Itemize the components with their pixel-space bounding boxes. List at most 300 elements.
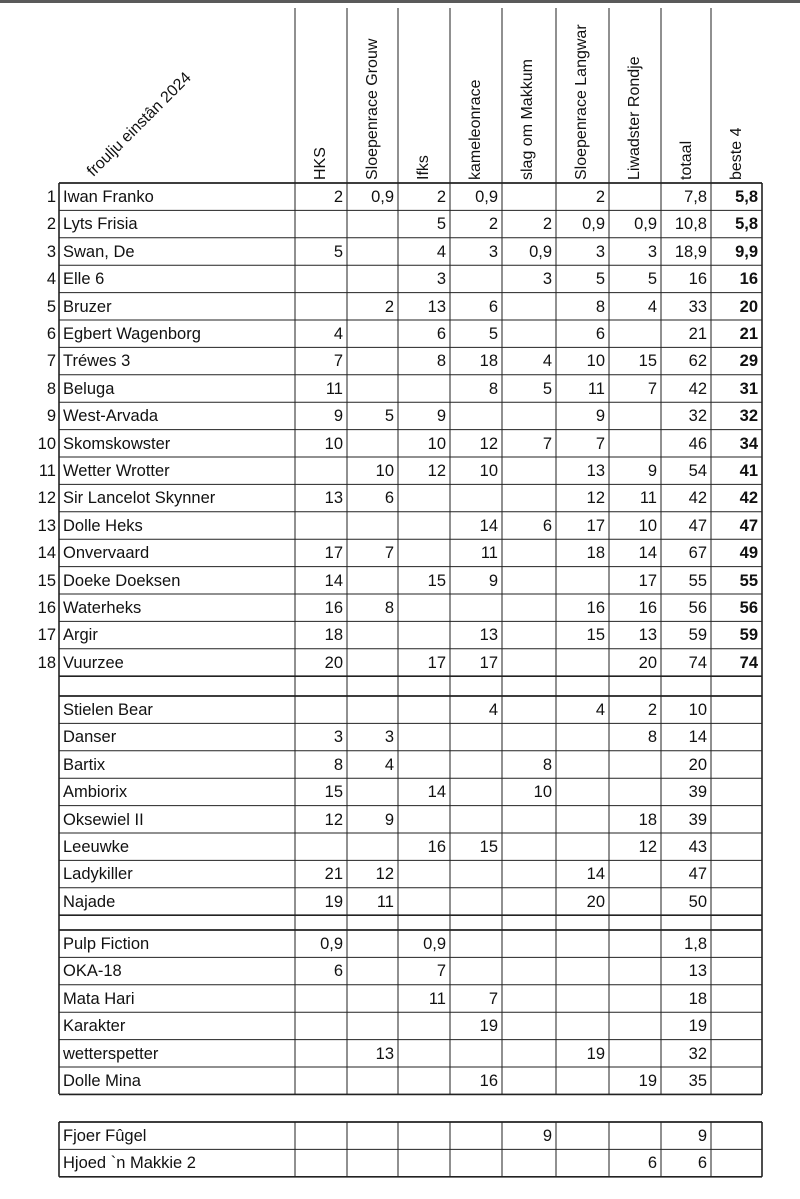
total-score: 14	[688, 728, 707, 747]
race-score: 19	[324, 892, 343, 911]
race-score	[609, 1040, 661, 1067]
race-score: 7	[384, 544, 394, 563]
race-score: 7	[647, 379, 657, 398]
total-score: 62	[688, 352, 707, 371]
race-score: 12	[586, 489, 605, 508]
race-score	[609, 930, 661, 957]
best-4-score: 42	[739, 489, 758, 508]
race-score	[347, 567, 398, 594]
boat-name: Stielen Bear	[63, 701, 153, 719]
boat-name: Oksewiel II	[63, 810, 144, 829]
race-score	[711, 723, 762, 750]
race-score: 19	[638, 1072, 657, 1090]
race-score	[347, 1149, 398, 1176]
race-score	[711, 1067, 762, 1094]
race-score	[502, 539, 556, 566]
boat-name: Bruzer	[63, 297, 112, 316]
race-score	[502, 621, 556, 648]
rank-number: 15	[37, 571, 56, 590]
rank-number: 11	[38, 462, 56, 480]
total-score: 42	[688, 489, 707, 508]
race-score	[295, 1122, 347, 1149]
total-score: 56	[688, 599, 707, 617]
race-score	[295, 1067, 347, 1094]
race-score	[295, 265, 347, 292]
race-score: 12	[324, 810, 343, 829]
race-score: 10	[533, 783, 552, 802]
race-score: 6	[384, 489, 394, 508]
race-score	[450, 1122, 502, 1149]
boat-name: Iwan Franko	[63, 188, 154, 206]
total-score: 35	[688, 1072, 707, 1090]
race-score	[347, 621, 398, 648]
race-score: 4	[333, 325, 343, 343]
race-score	[295, 1040, 347, 1067]
column-header: Sloepenrace Grouw	[364, 38, 381, 180]
race-score	[450, 402, 502, 429]
race-score: 2	[595, 188, 605, 206]
total-score: 50	[688, 892, 707, 911]
race-score	[347, 320, 398, 347]
total-score: 39	[688, 810, 707, 829]
race-score: 5	[384, 407, 394, 426]
race-score: 13	[375, 1044, 394, 1063]
race-score	[450, 930, 502, 957]
total-score: 13	[688, 962, 707, 981]
total-score: 10,8	[674, 215, 707, 234]
best-4-score: 9,9	[735, 242, 758, 261]
race-score	[347, 430, 398, 457]
race-score: 13	[586, 462, 605, 480]
race-score	[502, 723, 556, 750]
race-score	[398, 1122, 450, 1149]
race-score: 14	[427, 783, 446, 802]
race-score	[609, 860, 661, 887]
race-score	[502, 1012, 556, 1039]
boat-name: Dolle Mina	[63, 1072, 141, 1090]
race-score: 0,9	[529, 242, 552, 261]
race-score	[502, 320, 556, 347]
best-4-score: 5,8	[735, 215, 758, 234]
race-score: 12	[375, 865, 394, 884]
race-score	[711, 1012, 762, 1039]
boat-name: Mata Hari	[63, 989, 135, 1008]
race-score	[556, 985, 609, 1012]
race-score	[398, 1012, 450, 1039]
race-score: 9	[333, 407, 343, 426]
race-score	[398, 723, 450, 750]
race-score	[609, 888, 661, 915]
race-score: 3	[333, 728, 343, 747]
race-score: 5	[333, 242, 343, 261]
race-score	[295, 1149, 347, 1176]
race-score	[347, 375, 398, 402]
race-score	[347, 1012, 398, 1039]
race-score	[450, 806, 502, 833]
race-score	[450, 723, 502, 750]
race-score: 7	[595, 434, 605, 453]
race-score: 12	[479, 434, 498, 453]
total-score: 32	[688, 407, 707, 426]
race-score	[556, 1012, 609, 1039]
race-score: 10	[324, 434, 343, 453]
race-score: 6	[436, 325, 446, 343]
boat-name: Vuurzee	[63, 653, 124, 672]
race-score	[398, 1149, 450, 1176]
race-score: 19	[586, 1044, 605, 1063]
boat-name: Pulp Fiction	[63, 935, 150, 953]
rank-number: 16	[37, 599, 56, 617]
race-score	[347, 210, 398, 237]
race-score	[295, 833, 347, 860]
race-score	[450, 751, 502, 778]
race-score	[450, 484, 502, 511]
race-score	[502, 696, 556, 723]
race-score	[711, 930, 762, 957]
race-score: 2	[333, 188, 343, 206]
race-score: 3	[595, 242, 605, 261]
rank-number: 9	[46, 407, 56, 426]
race-score: 5	[595, 270, 605, 289]
race-score: 4	[542, 352, 552, 371]
race-score: 3	[647, 242, 657, 261]
race-score	[502, 484, 556, 511]
rank-number: 12	[37, 489, 56, 508]
race-score: 5	[488, 325, 498, 343]
race-score	[502, 1067, 556, 1094]
race-score: 13	[427, 297, 446, 316]
race-score	[347, 696, 398, 723]
rank-number: 1	[46, 188, 56, 206]
race-score: 6	[647, 1154, 657, 1173]
race-score	[347, 512, 398, 539]
race-score	[711, 888, 762, 915]
race-score: 8	[595, 297, 605, 316]
race-score	[502, 183, 556, 210]
race-score: 0,9	[320, 935, 343, 953]
race-score	[450, 1040, 502, 1067]
race-score: 14	[479, 516, 498, 535]
boat-name: Argir	[63, 626, 98, 645]
race-score: 8	[542, 755, 552, 774]
race-score: 11	[376, 892, 394, 911]
race-score: 5	[436, 215, 446, 234]
race-score: 4	[595, 701, 605, 719]
race-score	[556, 567, 609, 594]
race-score: 6	[488, 297, 498, 316]
race-score: 16	[324, 599, 343, 617]
race-score: 12	[638, 838, 657, 856]
race-score	[502, 957, 556, 984]
race-score	[347, 778, 398, 805]
boat-name: OKA-18	[63, 962, 122, 981]
total-score: 47	[688, 865, 707, 884]
race-score	[711, 751, 762, 778]
race-score	[398, 1040, 450, 1067]
race-score	[556, 806, 609, 833]
race-score	[295, 293, 347, 320]
race-score: 9	[595, 407, 605, 426]
total-score: 10	[688, 701, 707, 719]
race-score	[502, 567, 556, 594]
race-score: 14	[324, 571, 343, 590]
race-score	[556, 1149, 609, 1176]
race-score: 11	[480, 544, 498, 563]
race-score	[450, 860, 502, 887]
race-score	[347, 265, 398, 292]
rank-number: 18	[37, 653, 56, 672]
rank-number: 10	[37, 434, 56, 453]
race-score: 0,9	[475, 188, 498, 206]
race-score: 9	[384, 810, 394, 829]
race-score	[398, 539, 450, 566]
race-score	[502, 1040, 556, 1067]
race-score	[711, 1040, 762, 1067]
race-score	[711, 1122, 762, 1149]
race-score	[450, 778, 502, 805]
total-score: 16	[688, 270, 707, 289]
total-score: 43	[688, 838, 707, 856]
rank-number: 4	[46, 270, 56, 289]
race-score: 15	[586, 626, 605, 645]
rank-number: 13	[37, 516, 56, 535]
race-score: 18	[479, 352, 498, 371]
race-score	[398, 806, 450, 833]
race-score	[502, 457, 556, 484]
race-score: 4	[384, 755, 394, 774]
race-score: 10	[375, 462, 394, 480]
table-title: froulju einstân 2024	[84, 69, 195, 181]
boat-name: Doeke Doeksen	[63, 571, 181, 590]
best-4-score: 74	[739, 653, 758, 672]
race-score	[398, 751, 450, 778]
column-header: totaal	[678, 140, 695, 180]
race-score: 4	[647, 297, 657, 316]
boat-name: Beluga	[63, 379, 115, 398]
race-score: 17	[638, 571, 657, 590]
race-score: 13	[479, 626, 498, 645]
race-score: 0,9	[634, 215, 657, 234]
best-4-score: 29	[739, 352, 758, 371]
race-score: 10	[427, 434, 446, 453]
race-score	[609, 1122, 661, 1149]
boat-name: Najade	[63, 892, 116, 911]
race-score	[295, 1012, 347, 1039]
race-score: 3	[488, 242, 498, 261]
race-score: 21	[324, 865, 343, 884]
boat-name: Danser	[63, 728, 117, 747]
race-score	[347, 985, 398, 1012]
race-score: 0,9	[423, 935, 446, 953]
race-score: 8	[384, 599, 394, 617]
race-score	[609, 778, 661, 805]
total-score: 42	[688, 379, 707, 398]
best-4-score: 31	[739, 379, 758, 398]
race-score	[450, 888, 502, 915]
race-score: 11	[587, 379, 605, 398]
total-score: 18	[688, 989, 707, 1008]
race-score	[711, 778, 762, 805]
race-score	[711, 957, 762, 984]
total-score: 20	[688, 755, 707, 774]
best-4-score: 20	[739, 297, 758, 316]
column-header: HKS	[312, 147, 329, 180]
race-score: 9	[542, 1127, 552, 1145]
race-score: 7	[488, 989, 498, 1008]
race-score: 2	[436, 188, 446, 206]
race-score	[502, 985, 556, 1012]
race-score	[347, 833, 398, 860]
best-4-score: 55	[739, 571, 758, 590]
race-score: 10	[479, 462, 498, 480]
race-score	[609, 320, 661, 347]
rank-number: 8	[46, 379, 56, 398]
race-score	[609, 1012, 661, 1039]
best-4-score: 16	[739, 270, 758, 289]
boat-name: Lyts Frisia	[63, 215, 138, 234]
race-score	[502, 806, 556, 833]
column-header: Liwadster Rondje	[626, 56, 643, 180]
rank-number: 14	[37, 544, 56, 563]
column-header: Ifks	[415, 155, 432, 180]
race-score	[502, 649, 556, 676]
race-score: 18	[324, 626, 343, 645]
race-score	[711, 833, 762, 860]
race-score	[295, 512, 347, 539]
race-score: 3	[384, 728, 394, 747]
boat-name: Egbert Wagenborg	[63, 325, 201, 343]
race-score	[711, 860, 762, 887]
race-score: 16	[638, 599, 657, 617]
boat-name: Dolle Heks	[63, 516, 143, 535]
rank-number: 7	[46, 352, 56, 371]
race-score: 7	[333, 352, 343, 371]
race-score	[556, 833, 609, 860]
rank-number: 2	[46, 215, 56, 234]
total-score: 74	[688, 653, 707, 672]
boat-name: Skomskowster	[63, 434, 171, 453]
race-score: 2	[384, 297, 394, 316]
boat-name: Fjoer Fûgel	[63, 1127, 147, 1145]
race-score	[347, 238, 398, 265]
rank-number: 6	[46, 325, 56, 343]
race-score: 15	[479, 838, 498, 856]
race-score: 18	[638, 810, 657, 829]
race-score: 14	[638, 544, 657, 563]
race-score: 11	[639, 489, 657, 508]
column-header: slag om Makkum	[519, 59, 536, 180]
race-score	[295, 696, 347, 723]
race-score: 2	[647, 701, 657, 719]
race-score	[502, 594, 556, 621]
boat-name: Wetter Wrotter	[63, 462, 170, 480]
race-score: 6	[542, 516, 552, 535]
column-header: beste 4	[728, 127, 745, 180]
best-4-score: 49	[739, 544, 758, 563]
race-score	[398, 696, 450, 723]
race-score	[556, 778, 609, 805]
race-score	[711, 806, 762, 833]
race-score	[609, 183, 661, 210]
boat-name: Hjoed `n Makkie 2	[63, 1154, 196, 1173]
boat-name: Bartix	[63, 755, 106, 774]
race-score: 11	[428, 989, 446, 1008]
race-score	[398, 1067, 450, 1094]
race-score: 20	[586, 892, 605, 911]
race-score	[711, 1149, 762, 1176]
race-score: 20	[324, 653, 343, 672]
best-4-score: 56	[739, 599, 758, 617]
race-score: 3	[542, 270, 552, 289]
race-score: 2	[542, 215, 552, 234]
boat-name: wetterspetter	[63, 1044, 159, 1063]
race-score: 17	[427, 653, 446, 672]
boat-name: Elle 6	[63, 270, 105, 289]
race-score: 2	[488, 215, 498, 234]
race-score	[398, 375, 450, 402]
race-score: 10	[638, 516, 657, 535]
total-score: 46	[688, 434, 707, 453]
race-score: 19	[479, 1017, 498, 1036]
race-score: 8	[436, 352, 446, 371]
race-score	[450, 957, 502, 984]
boat-name: Waterheks	[63, 599, 142, 617]
race-score	[347, 930, 398, 957]
rank-number: 3	[46, 242, 56, 261]
race-score: 7	[436, 962, 446, 981]
best-4-score: 41	[739, 462, 758, 480]
total-score: 7,8	[684, 188, 707, 206]
race-score	[347, 1067, 398, 1094]
race-score: 17	[324, 544, 343, 563]
race-score: 8	[333, 755, 343, 774]
race-score: 20	[638, 653, 657, 672]
race-score: 17	[479, 653, 498, 672]
boat-name: Ambiorix	[63, 783, 128, 802]
race-score	[556, 1122, 609, 1149]
race-score: 18	[586, 544, 605, 563]
race-score	[556, 930, 609, 957]
race-score	[609, 957, 661, 984]
total-score: 59	[688, 626, 707, 645]
race-score: 13	[324, 489, 343, 508]
race-score	[347, 649, 398, 676]
total-score: 47	[688, 516, 707, 535]
race-score	[556, 957, 609, 984]
race-score: 17	[586, 516, 605, 535]
race-score	[450, 594, 502, 621]
boat-name: Leeuwke	[63, 838, 130, 856]
race-score: 16	[479, 1072, 498, 1090]
boat-name: West-Arvada	[63, 407, 159, 426]
boat-name: Sir Lancelot Skynner	[63, 489, 216, 508]
race-score	[711, 696, 762, 723]
race-score	[711, 985, 762, 1012]
race-score	[398, 860, 450, 887]
race-score: 14	[586, 865, 605, 884]
total-score: 1,8	[684, 935, 707, 953]
race-score: 3	[436, 270, 446, 289]
race-score	[502, 833, 556, 860]
race-score: 9	[488, 571, 498, 590]
race-score	[556, 1067, 609, 1094]
rank-number: 5	[46, 297, 56, 316]
race-score: 5	[647, 270, 657, 289]
race-score: 4	[436, 242, 446, 261]
race-score	[450, 265, 502, 292]
column-header: kameleonrace	[467, 79, 484, 180]
race-score: 6	[333, 962, 343, 981]
